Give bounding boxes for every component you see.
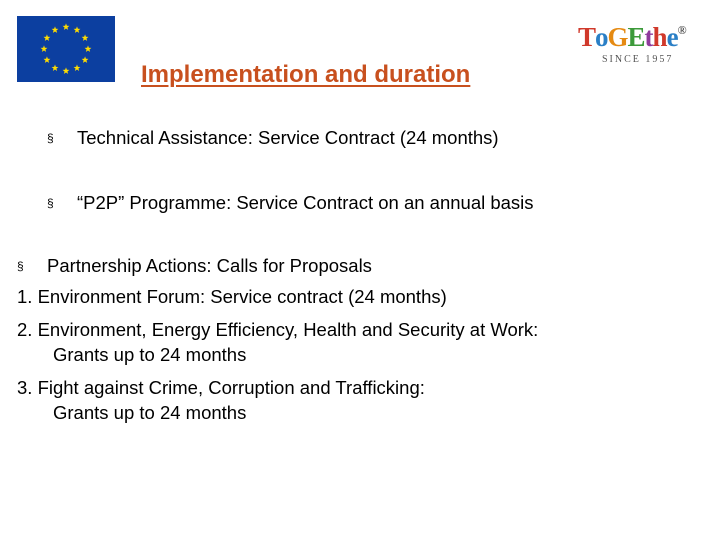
- logo-wordmark: [578, 22, 686, 53]
- bullet-icon: §: [47, 131, 54, 145]
- logo-letter: E: [627, 22, 645, 52]
- logo-letter: o: [595, 22, 608, 52]
- bullet-icon: §: [17, 259, 24, 273]
- logo-letter: t: [644, 22, 653, 52]
- eu-star-icon: [74, 26, 81, 33]
- bullet-item-partnership: [17, 255, 372, 277]
- numbered-item-3: 3. Fight against Crime, Corruption and Trafficking:: [17, 377, 425, 398]
- logo-letter: e: [666, 22, 678, 52]
- registered-icon: ®: [677, 23, 686, 37]
- eu-star-icon: [44, 56, 51, 63]
- eu-star-icon: [52, 26, 59, 33]
- numbered-item-3-continuation: Grants up to 24 months: [53, 402, 247, 423]
- eu-star-icon: [82, 56, 89, 63]
- logo-letter: T: [578, 22, 596, 52]
- eu-star-icon: [82, 34, 89, 41]
- page-title: Implementation and duration: [141, 61, 471, 88]
- numbered-item-2: 2. Environment, Energy Efficiency, Health and Security at Work:: [17, 319, 539, 340]
- eu-flag-logo: [17, 16, 115, 82]
- eu-star-icon: [85, 45, 92, 52]
- bullet-icon: §: [47, 196, 54, 210]
- eu-star-icon: [63, 67, 70, 74]
- eu-star-icon: [44, 34, 51, 41]
- numbered-item-2-continuation: Grants up to 24 months: [53, 344, 247, 365]
- eu-stars-icon: [17, 16, 115, 82]
- numbered-item-1: 1. Environment Forum: Service contract (24 months): [17, 286, 447, 307]
- logo-letter: h: [652, 22, 667, 52]
- bullet-item-p2p: [47, 192, 534, 214]
- logo-letter: G: [607, 22, 628, 52]
- bullet-text: Technical Assistance: Service Contract (24 months): [77, 127, 499, 148]
- logo-since: SINCE 1957: [602, 54, 674, 65]
- eu-star-icon: [74, 64, 81, 71]
- bullet-text: “P2P” Programme: Service Contract on an annual basis: [77, 192, 534, 213]
- eu-star-icon: [52, 64, 59, 71]
- eu-star-icon: [41, 45, 48, 52]
- eu-star-icon: [63, 23, 70, 30]
- bullet-item-technical-assistance: [47, 127, 499, 149]
- together-logo: [578, 22, 706, 72]
- bullet-text: Partnership Actions: Calls for Proposals: [47, 255, 372, 276]
